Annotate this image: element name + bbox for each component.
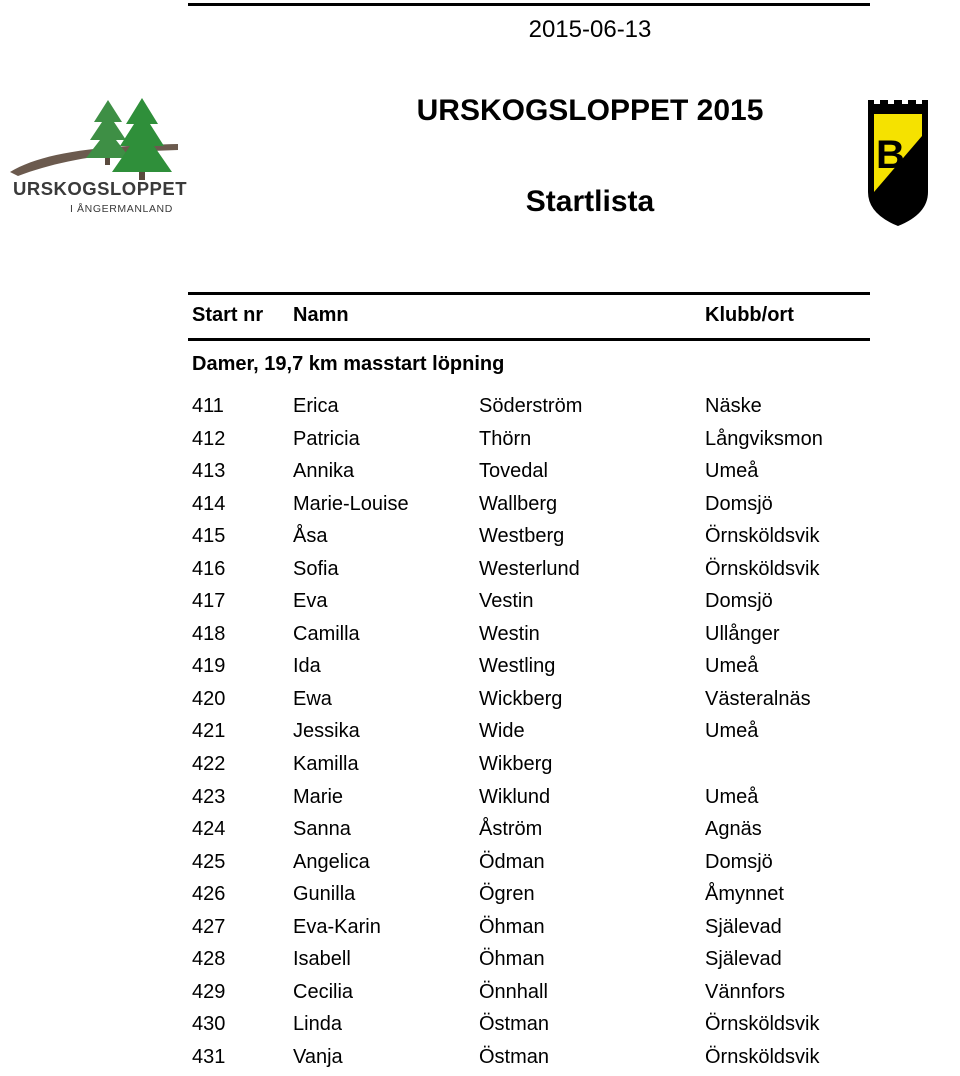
first-name: Sanna [293, 818, 351, 841]
logo-wordmark: URSKOGSLOPPET [12, 178, 188, 199]
club-name: Domsjö [705, 590, 773, 613]
first-name: Camilla [293, 622, 360, 645]
table-row [192, 588, 870, 621]
shield-icon [866, 96, 930, 228]
club-name: Domsjö [705, 850, 773, 873]
logo-if-text: IF [890, 178, 917, 211]
start-number: 422 [192, 753, 226, 776]
club-name: Själevad [705, 948, 782, 971]
start-number: 420 [192, 687, 226, 710]
top-rule [188, 3, 870, 6]
start-number: 415 [192, 525, 226, 548]
last-name: Westling [479, 655, 556, 678]
first-name: Patricia [293, 427, 360, 450]
start-number: 428 [192, 948, 226, 971]
table-row [192, 426, 870, 459]
first-name: Sofia [293, 557, 339, 580]
club-name: Åmynnet [705, 883, 784, 906]
section-heading: Damer, 19,7 km masstart löpning [192, 353, 505, 375]
last-name: Westerlund [479, 557, 580, 580]
table-row [192, 621, 870, 654]
start-number: 412 [192, 427, 226, 450]
club-name: Örnsköldsvik [705, 1013, 820, 1036]
table-row [192, 653, 870, 686]
last-name: Önnhall [479, 980, 548, 1003]
last-name: Wiklund [479, 785, 551, 808]
last-name: Westberg [479, 525, 565, 548]
last-name: Wikberg [479, 753, 553, 776]
start-number: 424 [192, 818, 226, 841]
start-number: 431 [192, 1045, 226, 1068]
start-number: 414 [192, 492, 226, 515]
club-name: Umeå [705, 460, 759, 483]
urskogsloppet-logo [0, 96, 200, 224]
first-name: Annika [293, 460, 355, 483]
page-subtitle: Startlista [525, 185, 655, 218]
table-row [192, 1011, 870, 1044]
table-row [192, 393, 870, 426]
club-name: Örnsköldsvik [705, 1045, 820, 1068]
start-number: 427 [192, 915, 226, 938]
header-top-rule [188, 292, 870, 295]
page-title: URSKOGSLOPPET 2015 [416, 94, 764, 127]
start-number: 416 [192, 557, 226, 580]
club-name: Långviksmon [705, 427, 823, 450]
start-list [192, 393, 870, 1076]
first-name: Ewa [293, 687, 332, 710]
start-number: 423 [192, 785, 226, 808]
club-name: Agnäs [705, 818, 762, 841]
club-name: Ullånger [705, 622, 780, 645]
column-header-start-nr: Start nr [192, 304, 264, 326]
table-row [192, 491, 870, 524]
club-name: Domsjö [705, 492, 773, 515]
table-row [192, 458, 870, 491]
first-name: Kamilla [293, 753, 359, 776]
last-name: Wickberg [479, 687, 563, 710]
table-row [192, 816, 870, 849]
club-name: Själevad [705, 915, 782, 938]
last-name: Öhman [479, 948, 545, 971]
start-number: 421 [192, 720, 226, 743]
first-name: Angelica [293, 850, 370, 873]
last-name: Östman [479, 1045, 550, 1068]
column-header-name: Namn [293, 304, 349, 326]
first-name: Eva-Karin [293, 915, 381, 938]
first-name: Marie-Louise [293, 492, 409, 515]
table-row [192, 784, 870, 817]
table-row [192, 556, 870, 589]
start-number: 429 [192, 980, 226, 1003]
first-name: Isabell [293, 948, 351, 971]
start-number: 411 [192, 395, 224, 417]
table-row [192, 849, 870, 882]
first-name: Marie [293, 785, 344, 808]
start-number: 419 [192, 655, 226, 678]
header-bottom-rule [188, 338, 870, 341]
column-header-club: Klubb/ort [705, 304, 794, 326]
last-name: Thörn [479, 427, 532, 450]
last-name: Åström [479, 818, 543, 841]
logo-b-text: B [876, 133, 905, 177]
table-row [192, 979, 870, 1012]
bif-logo [866, 96, 930, 228]
table-row [192, 751, 870, 784]
club-name: Umeå [705, 720, 759, 743]
first-name: Erica [293, 395, 339, 417]
club-name: Näske [705, 395, 762, 417]
table-row [192, 946, 870, 979]
last-name: Öhman [479, 915, 545, 938]
last-name: Wide [479, 720, 525, 743]
last-name: Vestin [479, 590, 534, 613]
document-date: 2015-06-13 [528, 16, 652, 43]
logo-subtext: I ÅNGERMANLAND [70, 203, 173, 215]
first-name: Eva [293, 590, 328, 613]
table-row [192, 718, 870, 751]
club-name: Örnsköldsvik [705, 525, 820, 548]
table-row [192, 1044, 870, 1076]
last-name: Westin [479, 622, 540, 645]
first-name: Linda [293, 1013, 342, 1036]
start-number: 418 [192, 622, 226, 645]
club-name: Umeå [705, 655, 759, 678]
table-row [192, 914, 870, 947]
start-number: 430 [192, 1013, 226, 1036]
first-name: Vanja [293, 1045, 343, 1068]
start-number: 417 [192, 590, 226, 613]
start-number: 413 [192, 460, 226, 483]
last-name: Wallberg [479, 492, 558, 515]
club-name: Västeralnäs [705, 687, 811, 710]
last-name: Tovedal [479, 460, 548, 483]
start-number: 426 [192, 883, 226, 906]
first-name: Jessika [293, 720, 360, 743]
first-name: Åsa [293, 525, 328, 548]
table-row [192, 523, 870, 556]
first-name: Ida [293, 655, 321, 678]
start-number: 425 [192, 850, 226, 873]
last-name: Ögren [479, 883, 535, 906]
last-name: Ödman [479, 850, 545, 873]
last-name: Söderström [479, 395, 583, 417]
club-name: Vännfors [705, 980, 786, 1003]
table-row [192, 686, 870, 719]
last-name: Östman [479, 1013, 550, 1036]
club-name: Örnsköldsvik [705, 557, 820, 580]
club-name: Umeå [705, 785, 759, 808]
table-row [192, 881, 870, 914]
first-name: Cecilia [293, 980, 354, 1003]
first-name: Gunilla [293, 883, 356, 906]
